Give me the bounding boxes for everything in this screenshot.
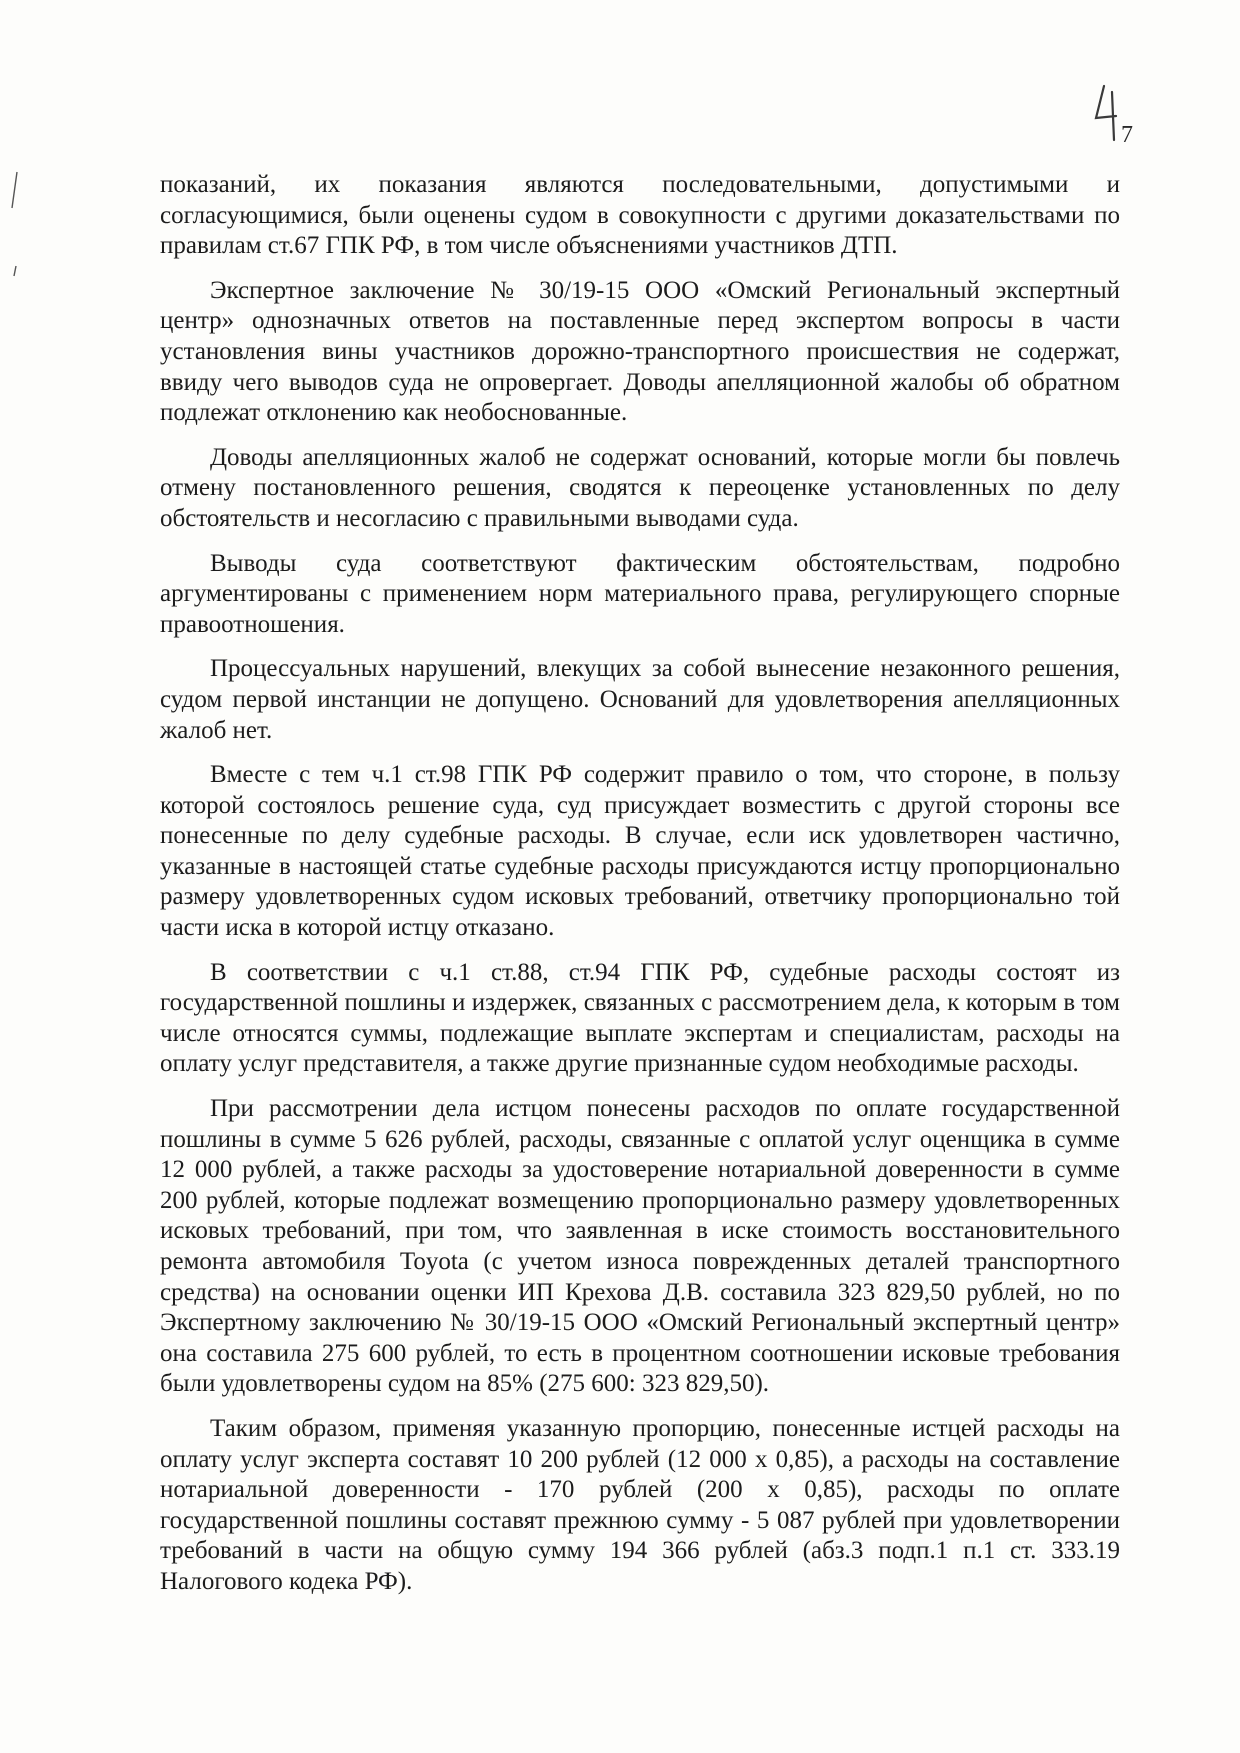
paragraph: Процессуальных нарушений, влекущих за собой вынесение незаконного решения, судом первой инстанции не допущено. Оснований для удовлетворения апелляционных жалоб нет.	[160, 655, 1120, 744]
page-number: 7	[1121, 122, 1133, 148]
paragraph: Выводы суда соответствуют фактическим обстоятельствам, подробно аргументированы с применением норм материального права, регулирующего спорные правоотношения.	[160, 549, 1120, 638]
margin-scan-mark	[8, 170, 22, 210]
paragraph: Вместе с тем ч.1 ст.98 ГПК РФ содержит правило о том, что стороне, в пользу которой состоялось решение суда, суд присуждает возместить с другой стороны все понесенные по делу судебные расходы. В случае, если иск удовлетворен частично, указанные в настоящей статье судебные расходы присуждаются истцу пропорционально размеру удовлетворенных судом исковых требований, ответчику пропорционально той части иска в которой истцу отказано.	[160, 761, 1120, 942]
paragraph: В соответствии с ч.1 ст.88, ст.94 ГПК РФ, судебные расходы состоят из государственной пошлины и издержек, связанных с рассмотрением дела, к которым в том числе относятся суммы, подлежащие выплате экспертам и специалистам, расходы на оплату услуг представителя, а также другие признанные судом необходимые расходы.	[160, 958, 1120, 1078]
paragraph: Доводы апелляционных жалоб не содержат оснований, которые могли бы повлечь отмену постановленного решения, сводятся к переоценке установленных по делу обстоятельств и несогласию с правильными выводами суда.	[160, 443, 1120, 532]
paragraph: При рассмотрении дела истцом понесены расходов по оплате государственной пошлины в сумме 5 626 рублей, расходы, связанные с оплатой услуг оценщика в сумме 12 000 рублей, а также расходы за удостоверение нотариальной доверенности в сумме 200 рублей, которые подлежат возмещению пропорционально размеру удовлетворенных исковых требований, при том, что заявленная в иске стоимость восстановительного ремонта автомобиля Toyota (с учетом износа поврежденных деталей транспортного средства) на основании оценки ИП Крехова Д.В. составила 323 829,50 рублей, но по Экспертному заключению № 30/19-15 ООО «Омский Региональный экспертный центр» она составила 275 600 рублей, то есть в процентном соотношении исковые требования были удовлетворены судом на 85% (275 600: 323 829,50).	[160, 1095, 1120, 1398]
paragraph: Таким образом, применяя указанную пропорцию, понесенные истцей расходы на оплату услуг эксперта составят 10 200 рублей (12 000 х 0,85), а расходы на составление нотариальной доверенности - 170 рублей (200 х 0,85), расходы по оплате государственной пошлины составят прежнюю сумму - 5 087 рублей при удовлетворении требований в части на общую сумму 194 366 рублей (абз.3 подп.1 п.1 ст. 333.19 Налогового кодека РФ).	[160, 1414, 1120, 1595]
document-body	[160, 170, 1120, 1612]
paragraph: Экспертное заключение № 30/19-15 ООО «Омский Региональный экспертный центр» однозначных ответов на поставленные перед экспертом вопросы в части установления вины участников дорожно-транспортного происшествия не содержат, ввиду чего выводов суда не опровергает. Доводы апелляционной жалобы об обратном подлежат отклонению как необоснованные.	[160, 276, 1120, 427]
margin-scan-mark	[8, 260, 22, 300]
paragraph: показаний, их показания являются последовательными, допустимыми и согласующимися, были оценены судом в совокупности с другими доказательствами по правилам ст.67 ГПК РФ, в том числе объяснениями участников ДТП.	[160, 171, 1120, 260]
